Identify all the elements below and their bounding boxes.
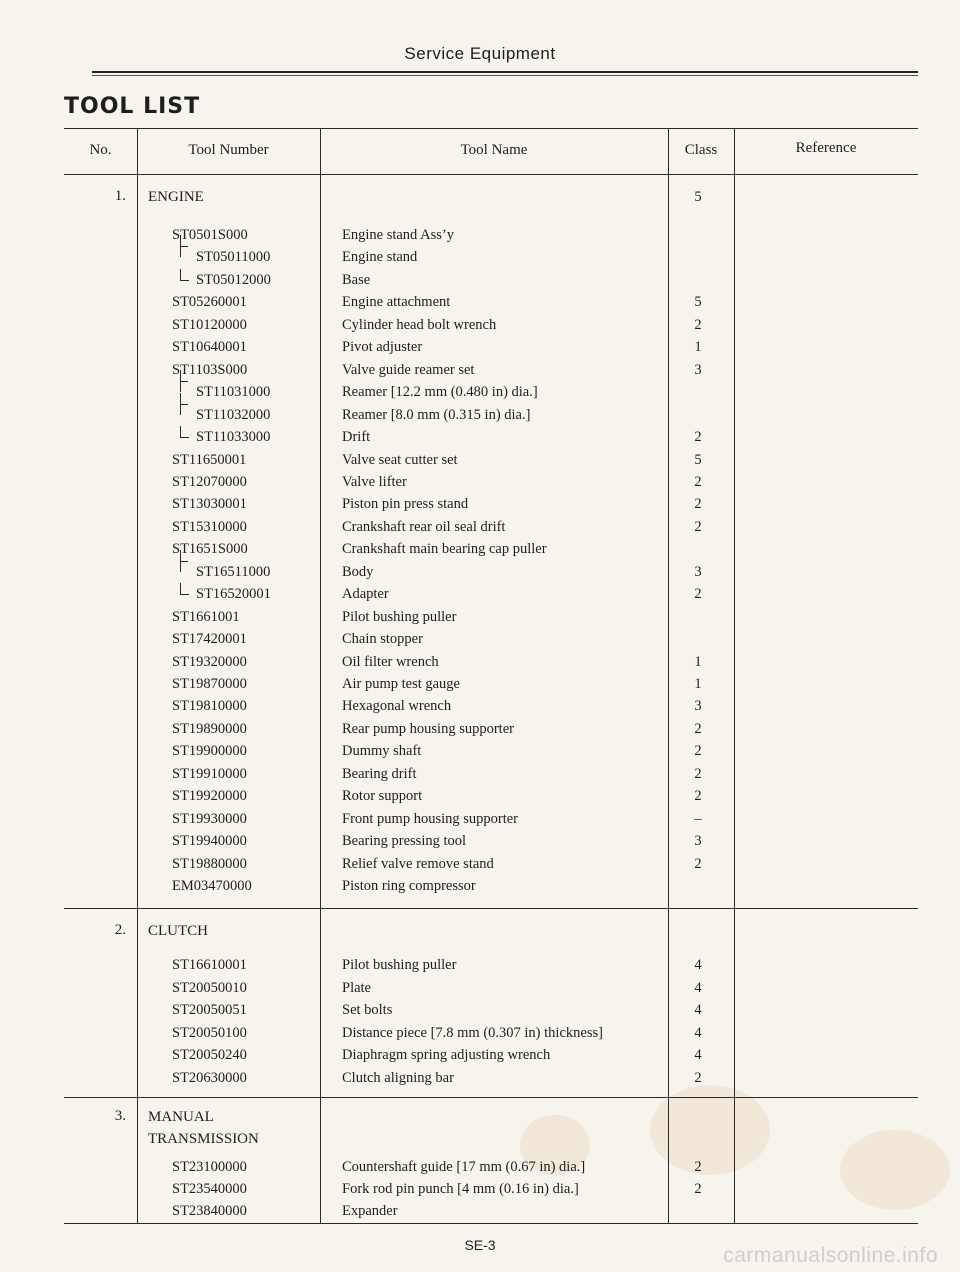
tool-name: Engine stand xyxy=(342,249,418,266)
table-row xyxy=(0,740,960,762)
tool-name: Piston ring compressor xyxy=(342,878,476,895)
sub-item-bracket xyxy=(180,393,189,415)
table-row xyxy=(0,516,960,538)
tool-number: ST23100000 xyxy=(172,1159,247,1175)
tool-name: Clutch aligning bar xyxy=(342,1070,454,1086)
tool-name: Countershaft guide [17 mm (0.67 in) dia.] xyxy=(342,1159,586,1175)
section-rule xyxy=(64,908,918,909)
tool-number: ST23840000 xyxy=(172,1203,247,1220)
section-name: ENGINE xyxy=(148,189,204,205)
tool-class: 2 xyxy=(694,1159,702,1175)
tool-number: ST20630000 xyxy=(172,1070,247,1086)
sub-item-bracket xyxy=(180,269,189,281)
tool-class: 1 xyxy=(694,653,702,670)
tool-class: 2 xyxy=(694,765,702,782)
tool-name: Hexagonal wrench xyxy=(342,698,452,715)
tool-class: 4 xyxy=(694,957,702,973)
tool-name: Base xyxy=(342,271,371,288)
tool-name: Valve lifter xyxy=(342,473,407,490)
tool-class: 4 xyxy=(694,1002,702,1019)
section-name: CLUTCH xyxy=(148,923,208,939)
tool-number: ST19320000 xyxy=(172,653,247,670)
table-row xyxy=(0,336,960,358)
sub-item-bracket xyxy=(180,235,189,257)
tool-number: EM03470000 xyxy=(172,878,252,895)
tool-number: ST19900000 xyxy=(172,743,247,760)
tool-name: Engine stand Ass’y xyxy=(342,227,454,243)
tool-number: ST11033000 xyxy=(196,429,271,446)
table-row xyxy=(0,449,960,471)
tool-class: 2 xyxy=(694,1070,702,1086)
tool-class: 2 xyxy=(694,720,702,737)
tool-name: Pilot bushing puller xyxy=(342,957,457,973)
table-row xyxy=(0,561,960,583)
tool-number: ST20050240 xyxy=(172,1047,247,1064)
table-row xyxy=(0,695,960,717)
sub-item-bracket xyxy=(180,550,189,572)
table-row xyxy=(0,246,960,268)
table-row xyxy=(0,628,960,650)
section-number: 2. xyxy=(114,922,126,938)
tool-number: ST20050100 xyxy=(172,1024,247,1041)
tool-number: ST15310000 xyxy=(172,518,247,535)
tool-class: 3 xyxy=(694,698,702,715)
tool-name: Front pump housing supporter xyxy=(342,810,519,827)
table-row xyxy=(0,651,960,673)
tool-number: ST11031000 xyxy=(196,384,271,401)
section-number: 1. xyxy=(114,188,126,204)
tool-name: Diaphragm spring adjusting wrench xyxy=(342,1047,551,1064)
tool-number: ST1661001 xyxy=(172,608,240,625)
tool-number: ST11650001 xyxy=(172,451,247,468)
tool-name: Crankshaft main bearing cap puller xyxy=(342,541,547,558)
page-number: SE-3 xyxy=(464,1237,496,1253)
tool-number: ST1103S000 xyxy=(172,361,248,378)
tool-name: Relief valve remove stand xyxy=(342,855,494,872)
tool-name: Adapter xyxy=(342,586,389,603)
sub-item-bracket xyxy=(180,370,189,392)
tool-name: Fork rod pin punch [4 mm (0.16 in) dia.] xyxy=(342,1181,579,1198)
tool-name: Chain stopper xyxy=(342,631,423,648)
column-header-class: Class xyxy=(684,142,718,158)
tool-class: 2 xyxy=(694,473,702,490)
column-header-no: No. xyxy=(89,142,112,158)
column-header-tool-number: Tool Number xyxy=(188,142,269,158)
tool-number: ST17420001 xyxy=(172,631,247,648)
tool-number: ST16511000 xyxy=(196,563,271,580)
table-row xyxy=(0,381,960,403)
tool-number: ST11032000 xyxy=(196,406,271,423)
tool-number: ST19870000 xyxy=(172,676,247,692)
tool-name: Bearing drift xyxy=(342,765,417,782)
watermark: carmanualsonline.info xyxy=(723,1244,938,1267)
page-header: Service Equipment xyxy=(404,44,556,63)
tool-name: Air pump test gauge xyxy=(342,676,460,692)
tool-name: Pivot adjuster xyxy=(342,339,423,356)
header-rule xyxy=(92,75,918,76)
section-class: 5 xyxy=(694,189,702,205)
tool-name: Set bolts xyxy=(342,1002,393,1019)
tool-number: ST10640001 xyxy=(172,339,247,356)
table-row xyxy=(0,673,960,695)
tool-number: ST20050051 xyxy=(172,1002,247,1019)
tool-number: ST19880000 xyxy=(172,855,247,872)
sub-item-bracket xyxy=(180,583,189,595)
table-top-rule xyxy=(64,128,918,129)
column-header-reference: Reference xyxy=(795,140,857,156)
tool-number: ST05260001 xyxy=(172,294,247,311)
tool-number: ST19810000 xyxy=(172,698,247,715)
tool-class: 2 xyxy=(694,496,702,513)
table-row xyxy=(0,493,960,515)
table-row xyxy=(0,1067,960,1089)
tool-class: 4 xyxy=(694,1024,702,1041)
table-row xyxy=(0,1044,960,1066)
tool-name: Engine attachment xyxy=(342,294,451,311)
tool-class: 2 xyxy=(694,586,702,603)
table-row xyxy=(0,606,960,628)
tool-name: Distance piece [7.8 mm (0.307 in) thickness] xyxy=(342,1024,603,1041)
table-row xyxy=(0,426,960,448)
tool-class: 2 xyxy=(694,316,702,333)
tool-number: ST10120000 xyxy=(172,316,247,333)
table-row xyxy=(0,269,960,291)
tool-number: ST12070000 xyxy=(172,473,247,490)
tool-name: Expander xyxy=(342,1203,398,1220)
table-row xyxy=(0,1156,960,1178)
tool-number: ST13030001 xyxy=(172,496,247,513)
tool-class: 2 xyxy=(694,429,702,446)
tool-number: ST05012000 xyxy=(196,271,271,288)
table-bottom-rule xyxy=(64,1223,918,1224)
tool-class: 2 xyxy=(694,788,702,805)
tool-class: 5 xyxy=(694,451,702,468)
section-rule xyxy=(64,1097,918,1098)
tool-class: 2 xyxy=(694,743,702,760)
tool-number: ST19890000 xyxy=(172,720,247,737)
tool-name: Cylinder head bolt wrench xyxy=(342,316,497,333)
table-row xyxy=(0,359,960,381)
tool-class: 2 xyxy=(694,518,702,535)
tool-class: 5 xyxy=(694,294,702,311)
tool-name: Valve seat cutter set xyxy=(342,451,458,468)
tool-name: Crankshaft rear oil seal drift xyxy=(342,518,506,535)
tool-name: Reamer [8.0 mm (0.315 in) dia.] xyxy=(342,406,531,423)
tool-class: 3 xyxy=(694,833,702,850)
tool-number: ST0501S000 xyxy=(172,227,248,243)
tool-name: Piston pin press stand xyxy=(342,496,469,513)
section-name: MANUAL xyxy=(148,1109,214,1125)
tool-name: Drift xyxy=(342,429,371,446)
tool-name: Reamer [12.2 mm (0.480 in) dia.] xyxy=(342,384,538,401)
tool-number: ST23540000 xyxy=(172,1181,247,1198)
tool-name: Rear pump housing supporter xyxy=(342,720,514,737)
section-number: 3. xyxy=(114,1108,126,1124)
table-row xyxy=(0,1178,960,1200)
table-row xyxy=(0,1200,960,1222)
tool-number: ST20050010 xyxy=(172,979,247,996)
page-title: TOOL LIST xyxy=(64,94,201,119)
table-row xyxy=(0,224,960,246)
header-rule xyxy=(92,71,918,73)
tool-number: ST19940000 xyxy=(172,833,247,850)
table-row xyxy=(0,314,960,336)
table-row xyxy=(0,583,960,605)
section-name: TRANSMISSION xyxy=(148,1131,259,1147)
column-header-tool-name: Tool Name xyxy=(460,142,528,158)
table-row xyxy=(0,291,960,313)
tool-name: Pilot bushing puller xyxy=(342,608,457,625)
tool-class: – xyxy=(694,810,702,827)
tool-name: Plate xyxy=(342,979,371,996)
tool-class: 1 xyxy=(694,676,702,692)
tool-class: 2 xyxy=(694,1181,702,1198)
tool-class: 4 xyxy=(694,1047,702,1064)
tool-number: ST16610001 xyxy=(172,957,247,973)
tool-class: 3 xyxy=(694,361,702,378)
table-row xyxy=(0,977,960,999)
table-row xyxy=(0,538,960,560)
tool-name: Oil filter wrench xyxy=(342,653,439,670)
tool-number: ST19920000 xyxy=(172,788,247,805)
tool-number: ST05011000 xyxy=(196,249,271,266)
tool-class: 3 xyxy=(694,563,702,580)
tool-name: Valve guide reamer set xyxy=(342,361,475,378)
tool-class: 1 xyxy=(694,339,702,356)
tool-number: ST1651S000 xyxy=(172,541,248,558)
table-row xyxy=(0,853,960,875)
tool-name: Body xyxy=(342,563,374,580)
table-row xyxy=(0,808,960,830)
table-row xyxy=(0,1022,960,1044)
table-row xyxy=(0,763,960,785)
table-row xyxy=(0,999,960,1021)
tool-name: Dummy shaft xyxy=(342,743,422,760)
tool-number: ST16520001 xyxy=(196,586,271,603)
sub-item-bracket xyxy=(180,426,189,438)
tool-number: ST19910000 xyxy=(172,765,247,782)
table-row xyxy=(0,404,960,426)
tool-name: Rotor support xyxy=(342,788,423,805)
tool-number: ST19930000 xyxy=(172,810,247,827)
table-row xyxy=(0,718,960,740)
tool-class: 4 xyxy=(694,979,702,996)
tool-name: Bearing pressing tool xyxy=(342,833,467,850)
table-row xyxy=(0,954,960,976)
table-row xyxy=(0,875,960,897)
tool-class: 2 xyxy=(694,855,702,872)
table-header-rule xyxy=(64,174,918,175)
table-row xyxy=(0,830,960,852)
table-row xyxy=(0,471,960,493)
table-row xyxy=(0,785,960,807)
